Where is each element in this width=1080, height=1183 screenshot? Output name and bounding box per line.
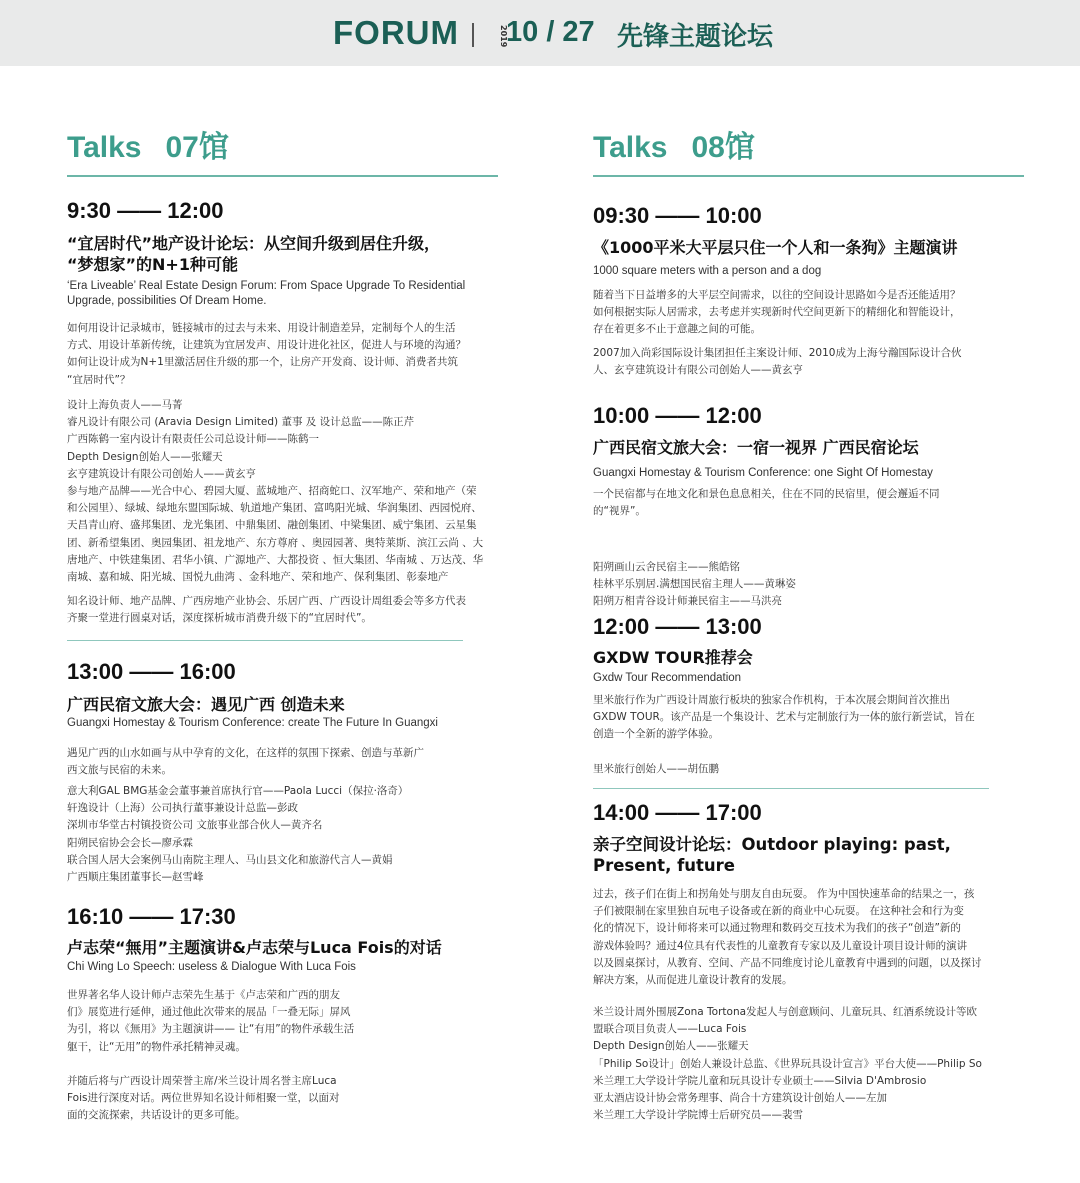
speaker-line: 米兰理工大学设计学院儿童和玩具设计专业硕士——Silvia D'Ambrosio bbox=[593, 1074, 927, 1087]
session-english-title: Chi Wing Lo Speech: useless & Dialogue With Luca Fois bbox=[67, 961, 356, 973]
text-line: 一个民宿都与在地文化和景色息息相关，住在不同的民宿里，便会邂逅不同 bbox=[593, 488, 940, 500]
session-time: 12:00 —— 13:00 bbox=[593, 614, 762, 639]
speaker-list bbox=[67, 783, 487, 886]
speaker-line: Depth Design创始人——张耀天 bbox=[593, 1040, 749, 1053]
session-english-title: Guangxi Homestay & Tourism Conference: one Sight Of Homestay bbox=[593, 467, 933, 479]
session-title-line: Present, future bbox=[593, 856, 735, 875]
text-line: 们》展览进行延伸，通过他此次带来的展品「一叠无际」屏风 bbox=[67, 1006, 351, 1019]
speaker-line: 桂林平乐别居.满想国民宿主理人——黄琳姿 bbox=[593, 578, 796, 591]
talks-label: Talks bbox=[593, 131, 668, 164]
forum-topic: 先锋主题论坛 bbox=[617, 22, 774, 52]
speaker-list bbox=[67, 397, 487, 586]
speaker-line: 里米旅行创始人——胡伍鹏 bbox=[593, 763, 719, 775]
header-bar bbox=[0, 0, 1080, 66]
session-title: 卢志荣“無用”主题演讲&卢志荣与Luca Fois的对话 bbox=[67, 938, 442, 957]
session-title-line: “宜居时代”地产设计论坛：从空间升级到居住升级， bbox=[67, 234, 441, 253]
session-divider bbox=[67, 640, 463, 641]
speaker-line: 阳朔万相青谷设计师兼民宿主——马洪亮 bbox=[593, 595, 782, 608]
speaker-line: 广西顺庄集团董事长—赵雪峰 bbox=[67, 871, 204, 884]
session-english-title: Guangxi Homestay & Tourism Conference: create The Future In Guangxi bbox=[67, 717, 438, 729]
speaker-line: 玄亨建筑设计有限公司创始人——黄玄亨 bbox=[67, 467, 256, 480]
speaker-line: 「Philip So设计」创始人兼设计总监、《世界玩具设计宣言》平台大使——Philip So bbox=[593, 1057, 982, 1070]
session-time: 13:00 —— 16:00 bbox=[67, 659, 236, 684]
speaker-line: 轩逸设计（上海）公司执行董事兼设计总监—彭政 bbox=[67, 802, 298, 815]
speaker-line: 睿凡设计有限公司 (Aravia Design Limited) 董事 及 设计总监——陈正芹 bbox=[67, 416, 415, 429]
session-description bbox=[593, 886, 1003, 989]
text-line: 创造一个全新的游学体验。 bbox=[593, 728, 719, 741]
speaker-line: 天昌青山府、盛邦集团、龙光集团、中鼎集团、融创集团、中梁集团、威宁集团、云星集 bbox=[67, 519, 477, 532]
talks-label: Talks bbox=[67, 131, 142, 164]
text-line: 面的交流探索，共话设计的更多可能。 bbox=[67, 1109, 246, 1122]
session-title-line: “梦想家”的N+1种可能 bbox=[67, 255, 238, 274]
english-line: Upgrade, possibilities Of Dream Home. bbox=[67, 295, 267, 307]
speaker-line: 2007加入尚彩国际设计集团担任主案设计师、2010成为上海兮瀚国际设计合伙 bbox=[593, 347, 962, 359]
text-line: 躯干，让“无用”的物件承托精神灵魂。 bbox=[67, 1040, 246, 1053]
talks-heading-08 bbox=[593, 122, 755, 166]
speaker-line: 深圳市华堂古村镇投资公司 文旅事业部合伙人—黄齐名 bbox=[67, 819, 323, 832]
speaker-list bbox=[593, 761, 993, 778]
text-line: GXDW TOUR。该产品是一个集设计、艺术与定制旅行为一体的旅行新尝试，旨在 bbox=[593, 711, 975, 724]
session-title-line: 亲子空间设计论坛：Outdoor playing: past, bbox=[593, 835, 951, 854]
forum-heading: FORUM bbox=[333, 14, 459, 51]
session-time: 9:30 —— 12:00 bbox=[67, 198, 224, 223]
session-english-title bbox=[67, 279, 487, 309]
speaker-line: 盟联合项目负责人——Luca Fois bbox=[593, 1023, 747, 1036]
text-line: 为引，将以《無用》为主题演讲—— 让“有用”的物件承载生活 bbox=[67, 1023, 355, 1036]
text-line: 齐聚一堂进行圆桌对话，深度探析城市消费升级下的“宜居时代”。 bbox=[67, 612, 372, 625]
hall-label: 07馆 bbox=[165, 131, 229, 164]
talks-heading-07 bbox=[67, 122, 229, 166]
session-time: 09:30 —— 10:00 bbox=[593, 203, 762, 228]
text-line: 里米旅行作为广西设计周旅行板块的独家合作机构，于本次展会期间首次推出 bbox=[593, 694, 950, 706]
text-line: 并随后将与广西设计周荣誉主席/米兰设计周名誉主席Luca bbox=[67, 1075, 337, 1087]
session-closing bbox=[67, 593, 487, 627]
speaker-line: 米兰设计周外围展Zona Tortona发起人与创意顾问、儿童玩具、红酒系统设计等欧 bbox=[593, 1006, 978, 1018]
session-title: 广西民宿文旅大会：一宿一视界 广西民宿论坛 bbox=[593, 438, 919, 457]
text-line: 遇见广西的山水如画与从中孕育的文化，在这样的氛围下探索、创造与革新广 bbox=[67, 747, 424, 759]
session-description bbox=[67, 987, 367, 1056]
speaker-line: 阳朔民宿协会会长—廖承霖 bbox=[67, 836, 193, 849]
session-time: 10:00 —— 12:00 bbox=[593, 403, 762, 428]
speaker-list bbox=[593, 345, 993, 379]
text-line: 子们被限制在家里独自玩电子设备或在新的商业中心玩耍。 在这种社会和行为变 bbox=[593, 905, 964, 918]
talks-divider bbox=[593, 175, 1024, 177]
text-line: 世界著名华人设计师卢志荣先生基于《卢志荣和广西的朋友 bbox=[67, 989, 340, 1001]
session-divider bbox=[593, 788, 989, 789]
session-title: 广西民宿文旅大会：遇见广西 创造未来 bbox=[67, 695, 345, 714]
speaker-list bbox=[593, 1004, 1003, 1124]
speaker-line: 联合国人居大会案例马山南院主理人、马山县文化和旅游代言人—黄娟 bbox=[67, 853, 393, 866]
session-time: 14:00 —— 17:00 bbox=[593, 800, 762, 825]
text-line: 如何根据实际人居需求，去考虑并实现新时代空间更新下的精细化和智能设计， bbox=[593, 306, 961, 319]
year-label: 2019 bbox=[499, 24, 508, 48]
session-description bbox=[67, 745, 487, 779]
session-description bbox=[593, 692, 993, 744]
text-line: 游戏体验吗？通过4位具有代表性的儿童教育专家以及儿童设计项目设计师的演讲 bbox=[593, 939, 968, 952]
text-line: 的“视界”。 bbox=[593, 505, 646, 518]
session-english-title: 1000 square meters with a person and a dog bbox=[593, 265, 822, 277]
speaker-line: 亚太酒店设计协会常务理事、尚合十方建筑设计创始人——左加 bbox=[593, 1092, 887, 1105]
speaker-line: 唐地产、中铁建集团、君华小镇、广源地产、大都投资 、恒大集团、华南城 、万达茂、华 bbox=[67, 553, 484, 566]
speaker-line: 参与地产品牌——光合中心、碧园大厦、蓝城地产、招商蛇口、汉军地产、荣和地产（荣 bbox=[67, 485, 477, 498]
speaker-list bbox=[593, 559, 993, 611]
speaker-line: 设计上海负责人——马菁 bbox=[67, 399, 183, 411]
session-title: 《1000平米大平层只住一个人和一条狗》主题演讲 bbox=[593, 238, 958, 257]
session-english-title: Gxdw Tour Recommendation bbox=[593, 672, 742, 684]
english-line: ‘Era Liveable’ Real Estate Design Forum: From Space Upgrade To Residential bbox=[67, 280, 466, 292]
text-line: Fois进行深度对话。两位世界知名设计师相聚一堂，以面对 bbox=[67, 1092, 340, 1105]
text-line: 如何用设计记录城市，链接城市的过去与未来、用设计制造差异，定制每个人的生活 bbox=[67, 322, 456, 334]
text-line: 西文旅与民宿的未来。 bbox=[67, 764, 172, 777]
text-line: 方式、用设计革新传统，让建筑为宜居发声、用设计进化社区，促进人与环境的沟通？ bbox=[67, 339, 466, 352]
speaker-line: 人、玄亨建筑设计有限公司创始人——黄玄亨 bbox=[593, 364, 803, 377]
session-description bbox=[67, 320, 487, 389]
session-time: 16:10 —— 17:30 bbox=[67, 904, 236, 929]
speaker-line: 阳朔画山云舍民宿主——熊皓铭 bbox=[593, 561, 740, 573]
text-line: 随着当下日益增多的大平层空间需求，以往的空间设计思路如今是否还能适用？ bbox=[593, 289, 961, 301]
speaker-line: 意大利GAL BMG基金会董事兼首席执行官——Paola Lucci（保拉·洛奇） bbox=[67, 785, 409, 797]
session-description bbox=[593, 486, 993, 520]
text-line: 解决方案，从而促进儿童设计教育的发展。 bbox=[593, 974, 793, 987]
session-title bbox=[67, 233, 487, 275]
text-line: 以及圆桌探讨，从教育、空间、产品不同维度讨论儿童教育中遇到的问题，以及探讨 bbox=[593, 956, 982, 969]
text-line: 知名设计师、地产品牌、广西房地产业协会、乐居广西、广西设计周组委会等多方代表 bbox=[67, 595, 466, 607]
session-closing bbox=[67, 1073, 367, 1125]
talks-divider bbox=[67, 175, 498, 177]
speaker-line: 和公园里）、绿城、绿地东盟国际城、轨道地产集团、富鸣阳光城、华润集团、西园悦府、 bbox=[67, 502, 482, 515]
text-line: 化的情况下，设计师将来可以通过物理和数码交互技术为我们的孩子“创造”新的 bbox=[593, 922, 961, 935]
hall-label: 08馆 bbox=[691, 131, 755, 164]
speaker-line: 广西陈鹤一室内设计有限责任公司总设计师——陈鹤一 bbox=[67, 433, 319, 446]
speaker-line: 南城、嘉和城、阳光城、国悦九曲湾 、金科地产、荣和地产、保利集团、彰泰地产 bbox=[67, 571, 449, 584]
text-line: 如何让设计成为N+1里激活居住升级的那一个，让房产开发商、设计师、消费者共筑 bbox=[67, 356, 458, 369]
event-date: 10 / 27 bbox=[506, 16, 595, 48]
speaker-line: 米兰理工大学设计学院博士后研究员——裴雪 bbox=[593, 1109, 803, 1122]
speaker-line: 团、新希望集团、奥园集团、祖龙地产、东方尊府 、奥园园著、奥特莱斯、滨江云尚 、大 bbox=[67, 536, 484, 549]
session-title: GXDW TOUR推荐会 bbox=[593, 648, 753, 667]
text-line: “宜居时代”？ bbox=[67, 373, 131, 386]
session-description bbox=[593, 287, 993, 339]
text-line: 存在着更多不止于意趣之间的可能。 bbox=[593, 323, 761, 336]
text-line: 过去，孩子们在街上和拐角处与朋友自由玩耍。 作为中国快速革命的结果之一，孩 bbox=[593, 888, 975, 900]
session-title bbox=[593, 834, 1013, 876]
speaker-line: Depth Design创始人——张耀天 bbox=[67, 450, 223, 463]
header-divider bbox=[472, 23, 474, 47]
